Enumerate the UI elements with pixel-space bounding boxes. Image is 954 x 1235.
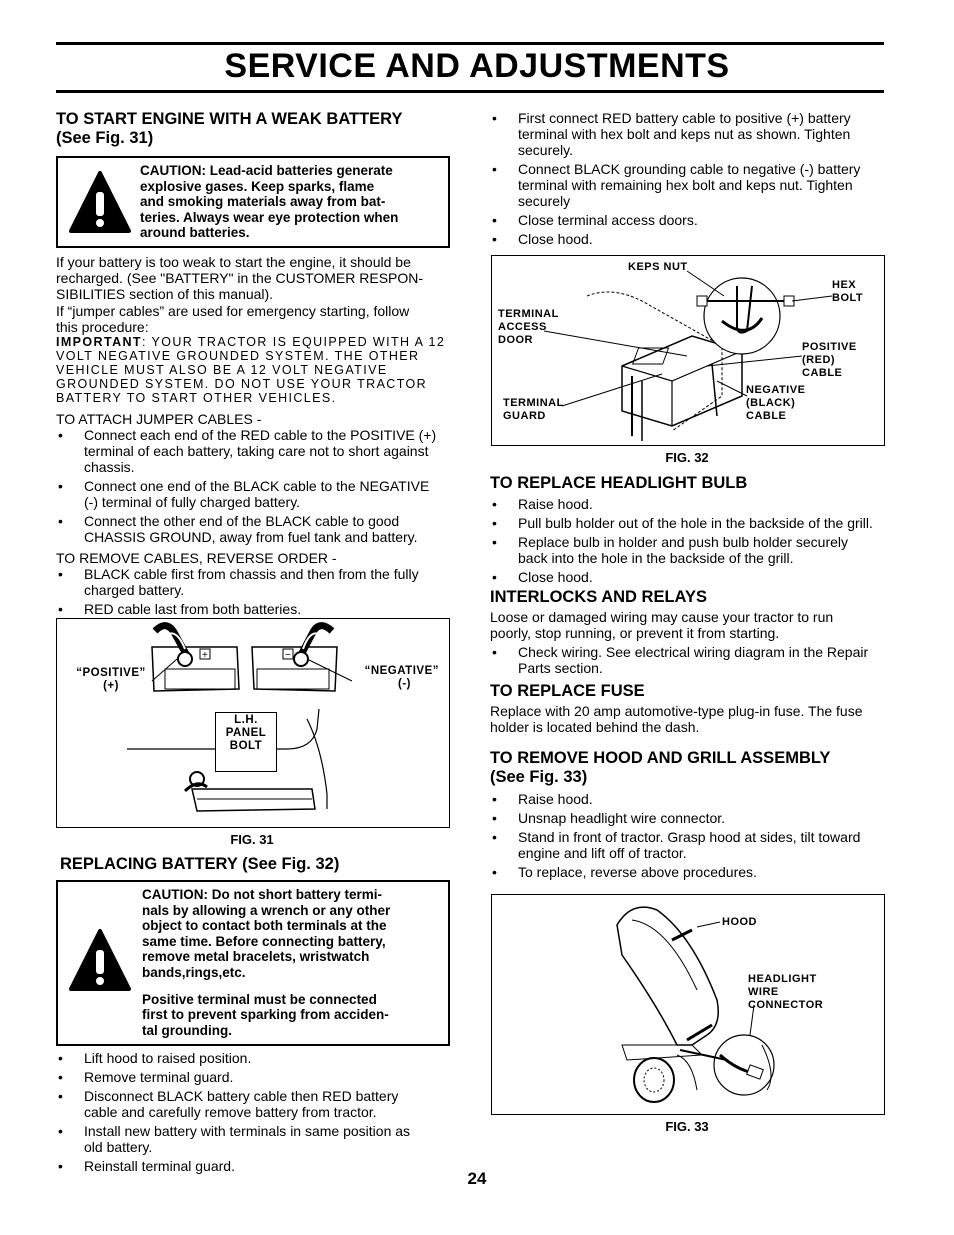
hood-section <box>490 749 886 883</box>
list-item: • RED cable last from both batteries. <box>56 601 450 617</box>
list-item: • Lift hood to raised position. <box>56 1050 450 1066</box>
label-negative-cable: NEGATIVE (BLACK) CABLE <box>746 384 806 422</box>
label-hood: HOOD <box>722 916 757 928</box>
caution-text-short: CAUTION: Do not short battery termi- nals by allowing a wrench or any other object to contact both terminals at the same time. Before connecting battery, remove metal bracelets, wristwatch bands,rings,etc. Positive terminal must be connected first to prevent sparking from acciden- tal grounding. <box>142 887 391 1038</box>
fuse-heading: TO REPLACE FUSE <box>490 682 645 700</box>
page-title: SERVICE AND ADJUSTMENTS <box>224 47 730 85</box>
interlocks-list <box>490 644 886 676</box>
list-item: • Close terminal access doors. <box>490 212 886 228</box>
list-item: • Raise hood. <box>490 791 886 807</box>
para-recharge: If your battery is too weak to start the engine, it should be recharged. (See "BATTERY" in the CUSTOMER RESPON- SIBILITIES section of this manual). <box>56 254 424 302</box>
figure-32 <box>491 255 885 446</box>
list-item: • Stand in front of tractor. Grasp hood at sides, tilt toward engine and lift off of tractor. <box>490 829 886 861</box>
list-item: • BLACK cable first from chassis and then from the fully charged battery. <box>56 566 450 598</box>
label-terminal-access-door: TERMINAL ACCESS DOOR <box>498 308 559 346</box>
label-terminal-guard: TERMINAL GUARD <box>503 397 564 422</box>
hood-removal-illustration <box>492 895 884 1114</box>
weak-battery-body <box>56 254 450 620</box>
list-item: • Install new battery with terminals in same position as old battery. <box>56 1123 450 1155</box>
left-column <box>56 110 450 148</box>
label-hex-bolt: HEX BOLT <box>832 279 864 304</box>
replacing-list <box>56 1050 450 1174</box>
caution-text-gases: CAUTION: Lead-acid batteries generate explosive gases. Keep sparks, flame and smoking materials away from bat- teries. Always wear eye protection when around batteries. <box>140 163 399 241</box>
label-headlight-wire-connector: HEADLIGHT WIRE CONNECTOR <box>748 973 824 1011</box>
headlight-list <box>490 496 886 585</box>
list-item: • Connect BLACK grounding cable to negative (-) battery terminal with remaining hex bolt and keps nut. Tighten securely <box>490 161 886 209</box>
fig33-caption: FIG. 33 <box>665 1119 709 1134</box>
para-jumper: If “jumper cables” are used for emergency starting, follow this procedure: <box>56 303 410 335</box>
top-rule <box>56 42 884 45</box>
interlocks-heading: INTERLOCKS AND RELAYS <box>490 588 707 606</box>
hood-list <box>490 791 886 880</box>
list-item: • Reinstall terminal guard. <box>56 1158 450 1174</box>
list-item: • Connect the other end of the BLACK cable to good CHASSIS GROUND, away from fuel tank and battery. <box>56 513 450 545</box>
attach-title: TO ATTACH JUMPER CABLES - <box>56 411 262 427</box>
svg-text:−: − <box>285 650 291 661</box>
list-item: • Raise hood. <box>490 496 886 512</box>
list-item: • Remove terminal guard. <box>56 1069 450 1085</box>
headlight-heading: TO REPLACE HEADLIGHT BULB <box>490 474 748 492</box>
warning-icon <box>68 928 132 994</box>
interlocks-para: Loose or damaged wiring may cause your tractor to run poorly, stop running, or prevent it from starting. <box>490 609 834 641</box>
connect-list <box>490 110 886 247</box>
fig31-caption: FIG. 31 <box>230 832 274 847</box>
list-item: • Disconnect BLACK battery cable then RED battery cable and carefully remove battery from tractor. <box>56 1088 450 1120</box>
caution-box-gases <box>56 156 450 248</box>
svg-text:+: + <box>202 650 208 661</box>
figure-31 <box>56 618 450 828</box>
replacing-heading: REPLACING BATTERY (See Fig. 32) <box>60 855 340 873</box>
list-item: • Close hood. <box>490 231 886 247</box>
panel-bolt-box <box>215 712 277 772</box>
list-item: • Connect each end of the RED cable to the POSITIVE (+) terminal of each battery, taking care not to short against chassis. <box>56 427 450 475</box>
important-note: IMPORTANT: YOUR TRACTOR IS EQUIPPED WITH A 12 VOLT NEGATIVE GROUNDED SYSTEM. THE OTHER VEHICLE MUST ALSO BE A 12 VOLT NEGATIVE GROUNDED SYSTEM. DO NOT USE YOUR TRACTOR BATTERY TO START OTHER VEHICLES. <box>56 335 446 405</box>
label-panel-bolt: L.H. PANEL BOLT <box>225 714 267 752</box>
list-item: • Pull bulb holder out of the hole in the backside of the grill. <box>490 515 886 531</box>
attach-list <box>56 427 450 545</box>
list-item: • First connect RED battery cable to positive (+) battery terminal with hex bolt and keps nut as shown. Tighten securely. <box>490 110 886 158</box>
page-number: 24 <box>467 1169 487 1188</box>
list-item: • Connect one end of the BLACK cable to the NEGATIVE (-) terminal of fully charged battery. <box>56 478 450 510</box>
remove-list <box>56 566 450 617</box>
warning-icon <box>68 170 132 236</box>
list-item: • Unsnap headlight wire connector. <box>490 810 886 826</box>
list-item: • To replace, reverse above procedures. <box>490 864 886 880</box>
headlight-section <box>490 474 886 588</box>
remove-title: TO REMOVE CABLES, REVERSE ORDER - <box>56 550 337 566</box>
fuse-para: Replace with 20 amp automotive-type plug-in fuse. The fuse holder is located behind the dash. <box>490 703 863 735</box>
fuse-section <box>490 682 886 735</box>
hood-heading: TO REMOVE HOOD AND GRILL ASSEMBLY (See Fig. 33) <box>490 749 831 786</box>
interlocks-section <box>490 588 886 679</box>
fig32-caption: FIG. 32 <box>665 450 709 465</box>
replacing-body <box>56 1050 450 1177</box>
right-top <box>490 110 886 250</box>
caution-box-short <box>56 880 450 1046</box>
label-negative: “NEGATIVE” (-) <box>364 665 439 690</box>
list-item: • Close hood. <box>490 569 886 585</box>
figure-33 <box>491 894 885 1115</box>
list-item: • Replace bulb in holder and push bulb holder securely back into the hole in the backside of the grill. <box>490 534 886 566</box>
list-item: • Check wiring. See electrical wiring diagram in the Repair Parts section. <box>490 644 886 676</box>
label-positive: “POSITIVE” (+) <box>76 667 146 692</box>
label-positive-cable: POSITIVE (RED) CABLE <box>802 341 857 379</box>
label-keps-nut: KEPS NUT <box>628 261 688 273</box>
weak-battery-heading: TO START ENGINE WITH A WEAK BATTERY (See Fig. 31) <box>56 110 403 147</box>
title-rule <box>56 90 884 93</box>
